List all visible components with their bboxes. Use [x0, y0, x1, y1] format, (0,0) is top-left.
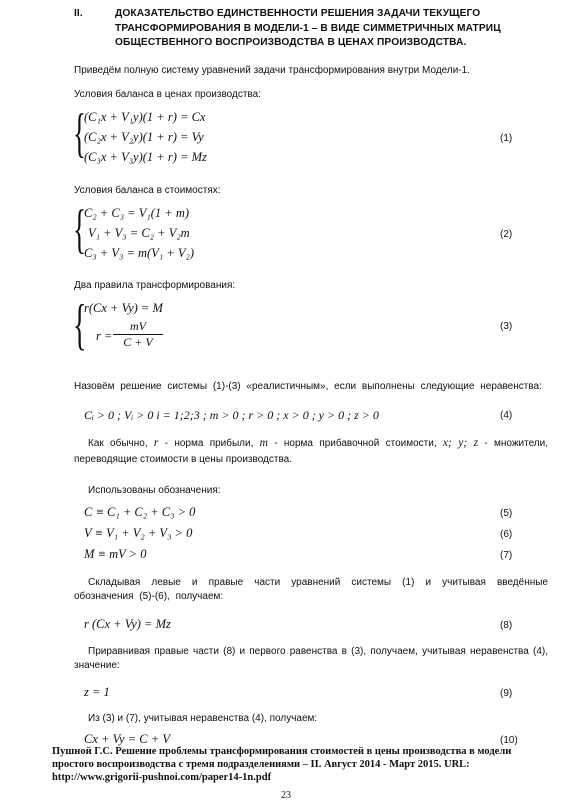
equation-7: M ≡ mV > 0: [84, 547, 147, 561]
footer-citation: Пушной Г.С. Решение проблемы трансформирования стоимостей в цены производства в модели простого воспроизводства с тремя подразделениями – II. Август 2014 - Март 2015. URL: http://www.grigorii-pushnoi.com/paper14-1n.pdf: [52, 746, 512, 783]
equation-1-line-1: (C₁x + V₁y)(1 + r) = Cx: [84, 110, 206, 124]
equation-4: Cᵢ > 0 ; Vᵢ > 0 i = 1;2;3 ; m > 0 ; r > 0 ; x > 0 ; y > 0 ; z > 0: [84, 408, 379, 422]
text-run: - норма прибавочной стоимости,: [267, 438, 443, 449]
fraction-denominator: C + V: [123, 335, 153, 349]
equation-5: C ≡ C₁ + C₂ + C₃ > 0: [84, 505, 196, 519]
equation-number: (4): [500, 410, 513, 421]
symbol-m: m: [259, 437, 268, 449]
two-rules-label: Два правила трансформирования:: [74, 280, 236, 291]
equation-2-line-2: V₁ + V₃ = C₂ + V₂m: [88, 226, 190, 240]
equation-number: (9): [500, 688, 513, 699]
equation-6: V ≡ V₁ + V₂ + V₃ > 0: [84, 526, 193, 540]
equation-number: (7): [500, 550, 513, 561]
equation-10: Cx + Vy = C + V: [84, 732, 170, 746]
equation-1-line-3: (C₃x + V₃y)(1 + r) = Mz: [84, 150, 207, 164]
section-number: II.: [74, 8, 83, 19]
fraction: [113, 320, 163, 349]
section-title: ДОКАЗАТЕЛЬСТВО ЕДИНСТВЕННОСТИ РЕШЕНИЯ ЗАДАЧИ ТЕКУЩЕГО ТРАНСФОРМИРОВАНИЯ В МОДЕЛИ-1 – В ВИДЕ СИММЕТРИЧНЫХ МАТРИЦ ОБЩЕСТВЕННОГО ВОСПРОИЗВОДСТВА В ЦЕНАХ ПРОИЗВОДСТВА.: [115, 8, 501, 48]
equation-number: (5): [500, 508, 513, 519]
equation-number: (10): [500, 735, 518, 746]
page-number: 23: [281, 790, 291, 801]
left-brace: {: [73, 199, 86, 259]
equation-8: r (Cx + Vy) = Mz: [84, 617, 171, 631]
left-brace: {: [73, 294, 87, 356]
equation-3-lhs: r =: [96, 329, 113, 343]
text-run: Как обычно,: [88, 438, 154, 449]
equation-number: (2): [500, 229, 513, 240]
from-3-7-paragraph: Из (3) и (7), учитывая неравенства (4), получаем:: [88, 713, 318, 724]
notations-label: Использованы обозначения:: [88, 485, 221, 496]
equation-1-line-2: (C₂x + V₂y)(1 + r) = Vy: [84, 130, 204, 144]
equation-number: (3): [500, 321, 513, 332]
text-run: - множители, переводящие стоимости в цены производства.: [74, 438, 549, 465]
symbol-xyz: x; y; z: [442, 437, 479, 449]
balance-prices-label: Условия баланса в ценах производства:: [74, 89, 261, 100]
equating-paragraph: Приравнивая правые части (8) и первого равенства в (3), получаем, учитывая неравенства (4), значение:: [74, 646, 548, 671]
left-brace: {: [73, 103, 86, 163]
realistic-paragraph: Назовём решение системы (1)-(3) «реалистичным», если выполнены следующие неравенства:: [74, 381, 542, 392]
fraction-numerator: mV: [113, 320, 163, 335]
adding-paragraph: Складывая левые и правые части уравнений системы (1) и учитывая введённые обозначения (5)-(6), получаем:: [74, 577, 548, 602]
equation-3-line-1: r(Cx + Vy) = M: [84, 301, 163, 315]
intro-paragraph: Приведём полную систему уравнений задачи трансформирования внутри Модели-1.: [74, 65, 470, 76]
symbol-r: r: [153, 437, 159, 449]
equation-number: (8): [500, 620, 513, 631]
equation-9: z = 1: [84, 685, 110, 699]
equation-2-line-3: C₃ + V₃ = m(V₁ + V₂): [84, 246, 195, 260]
equation-number: (1): [500, 133, 513, 144]
equation-2-line-1: C₂ + C₃ = V₁(1 + m): [84, 206, 190, 220]
equation-number: (6): [500, 529, 513, 540]
balance-values-label: Условия баланса в стоимостях:: [74, 185, 221, 196]
as-usual-paragraph: [74, 435, 548, 468]
text-run: - норма прибыли,: [158, 438, 260, 449]
